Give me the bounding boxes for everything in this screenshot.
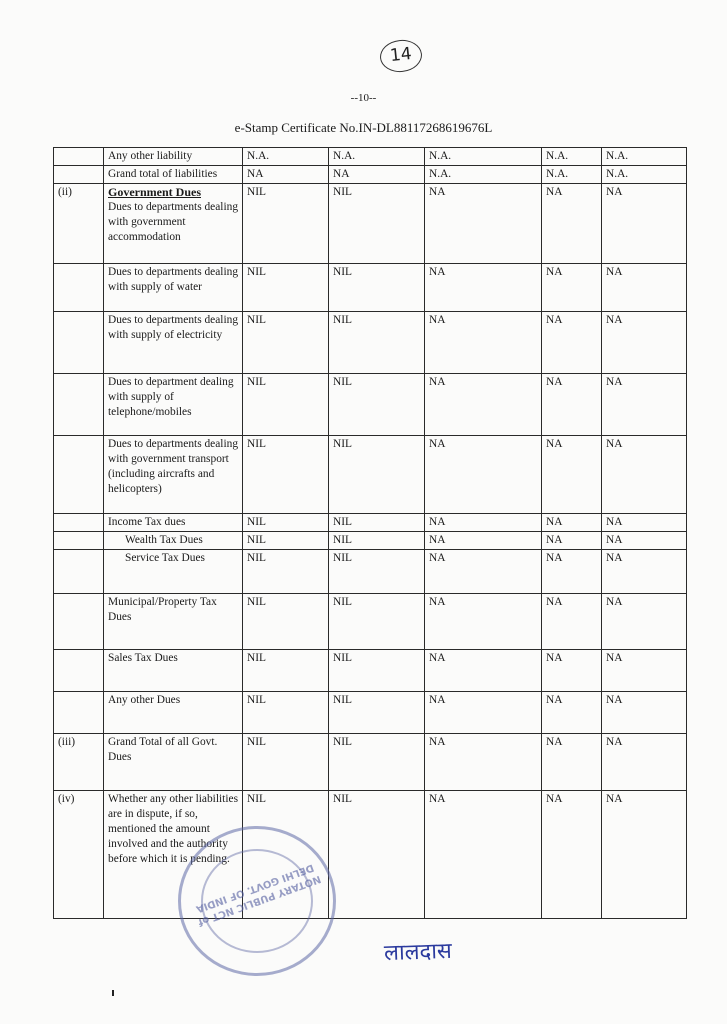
value-cell: NIL [243,436,329,514]
row-label: Any other liability [104,148,243,166]
value-cell: NA [542,184,602,264]
row-number [54,514,104,532]
value-cell: N.A. [425,148,542,166]
value-cell: NA [542,734,602,791]
value-cell: NA [425,264,542,312]
value-cell: NA [542,550,602,594]
value-cell: NA [602,184,687,264]
row-label: Dues to departments dealing with government accommodation [108,201,239,243]
value-cell: NIL [243,692,329,734]
value-cell: NA [425,436,542,514]
value-cell: NIL [329,791,425,919]
value-cell: NIL [243,734,329,791]
value-cell: N.A. [602,166,687,184]
row-label: Wealth Tax Dues [104,532,243,550]
table-row [54,374,687,436]
row-label: Municipal/Property Tax Dues [104,594,243,650]
value-cell: NIL [329,514,425,532]
row-label: Any other Dues [104,692,243,734]
row-number [54,692,104,734]
value-cell: NIL [329,650,425,692]
row-number [54,594,104,650]
value-cell: NIL [329,184,425,264]
table-row [54,532,687,550]
row-number [54,650,104,692]
value-cell: NA [602,264,687,312]
value-cell: NIL [243,514,329,532]
row-label: Income Tax dues [104,514,243,532]
row-label: Whether any other liabilities are in dispute, if so, mentioned the amount involved and the authority before which it is pending. [104,791,243,919]
value-cell: NIL [243,374,329,436]
value-cell: NA [602,312,687,374]
page-number-circle: 14 [378,38,423,74]
table-row [54,550,687,594]
row-number [54,436,104,514]
value-cell: N.A. [243,148,329,166]
row-label-cell [104,184,243,264]
table-row [54,594,687,650]
value-cell: NA [542,436,602,514]
row-label: Service Tax Dues [104,550,243,594]
table-row [54,166,687,184]
value-cell: NA [542,532,602,550]
value-cell: N.A. [329,148,425,166]
value-cell: N.A. [602,148,687,166]
value-cell: NA [425,650,542,692]
value-cell: NIL [243,312,329,374]
page-marker: --10-- [350,92,377,104]
value-cell: NIL [329,264,425,312]
value-cell: NA [425,734,542,791]
table-row [54,264,687,312]
value-cell: NIL [243,791,329,919]
value-cell: N.A. [425,166,542,184]
row-label: Dues to departments dealing with supply of electricity [104,312,243,374]
value-cell: NA [542,374,602,436]
value-cell: NA [425,550,542,594]
value-cell: NA [602,594,687,650]
value-cell: NA [602,550,687,594]
row-number [54,148,104,166]
value-cell: NIL [243,264,329,312]
value-cell: NA [602,692,687,734]
value-cell: NIL [243,650,329,692]
value-cell: NIL [243,532,329,550]
ink-speck [112,990,114,996]
row-label: Grand Total of all Govt. Dues [104,734,243,791]
value-cell: NA [602,734,687,791]
table-row [54,148,687,166]
row-number [54,264,104,312]
value-cell: NA [602,532,687,550]
value-cell: NA [542,791,602,919]
table-row [54,184,687,264]
value-cell: NA [602,436,687,514]
liabilities-table [53,147,687,919]
row-label: Grand total of liabilities [104,166,243,184]
value-cell: NA [425,791,542,919]
value-cell: NIL [329,594,425,650]
row-number: (iv) [54,791,104,919]
row-label: Sales Tax Dues [104,650,243,692]
value-cell: NA [542,594,602,650]
value-cell: NA [425,594,542,650]
value-cell: NA [425,312,542,374]
value-cell: NA [425,532,542,550]
table-row [54,436,687,514]
value-cell: NIL [329,312,425,374]
table-row [54,734,687,791]
value-cell: NA [425,514,542,532]
row-number: (ii) [54,184,104,264]
row-number [54,532,104,550]
row-label: Dues to departments dealing with government transport (including aircrafts and helicopters) [104,436,243,514]
value-cell: NIL [329,532,425,550]
value-cell: NIL [329,734,425,791]
value-cell: NA [425,374,542,436]
value-cell: NA [425,184,542,264]
notary-stamp-text: NOTARY PUBLIC NCT of DELHI GOVT. OF INDIA [194,861,323,928]
row-label: Dues to departments dealing with supply of water [104,264,243,312]
value-cell: NA [542,514,602,532]
government-dues-heading: Government Dues [108,185,201,199]
value-cell: N.A. [542,166,602,184]
value-cell: NIL [329,550,425,594]
value-cell: N.A. [542,148,602,166]
value-cell: NA [329,166,425,184]
row-number [54,550,104,594]
row-number [54,374,104,436]
table-row [54,791,687,919]
value-cell: NIL [329,374,425,436]
value-cell: NIL [243,550,329,594]
value-cell: NIL [243,594,329,650]
table-row [54,692,687,734]
value-cell: NIL [243,184,329,264]
row-number [54,312,104,374]
row-number: (iii) [54,734,104,791]
value-cell: NIL [329,692,425,734]
handwritten-signature: लालदास [383,938,453,967]
value-cell: NA [602,650,687,692]
value-cell: NA [542,264,602,312]
value-cell: NA [542,650,602,692]
notary-stamp [178,826,336,976]
table-row [54,650,687,692]
value-cell: NA [602,791,687,919]
certificate-title: e-Stamp Certificate No.IN-DL88117268619676L [234,120,493,135]
row-label: Dues to department dealing with supply of telephone/mobiles [104,374,243,436]
table-row [54,312,687,374]
value-cell: NA [542,692,602,734]
value-cell: NA [243,166,329,184]
value-cell: NA [602,374,687,436]
value-cell: NIL [329,436,425,514]
value-cell: NA [425,692,542,734]
row-number [54,166,104,184]
value-cell: NA [542,312,602,374]
value-cell: NA [602,514,687,532]
table-row [54,514,687,532]
